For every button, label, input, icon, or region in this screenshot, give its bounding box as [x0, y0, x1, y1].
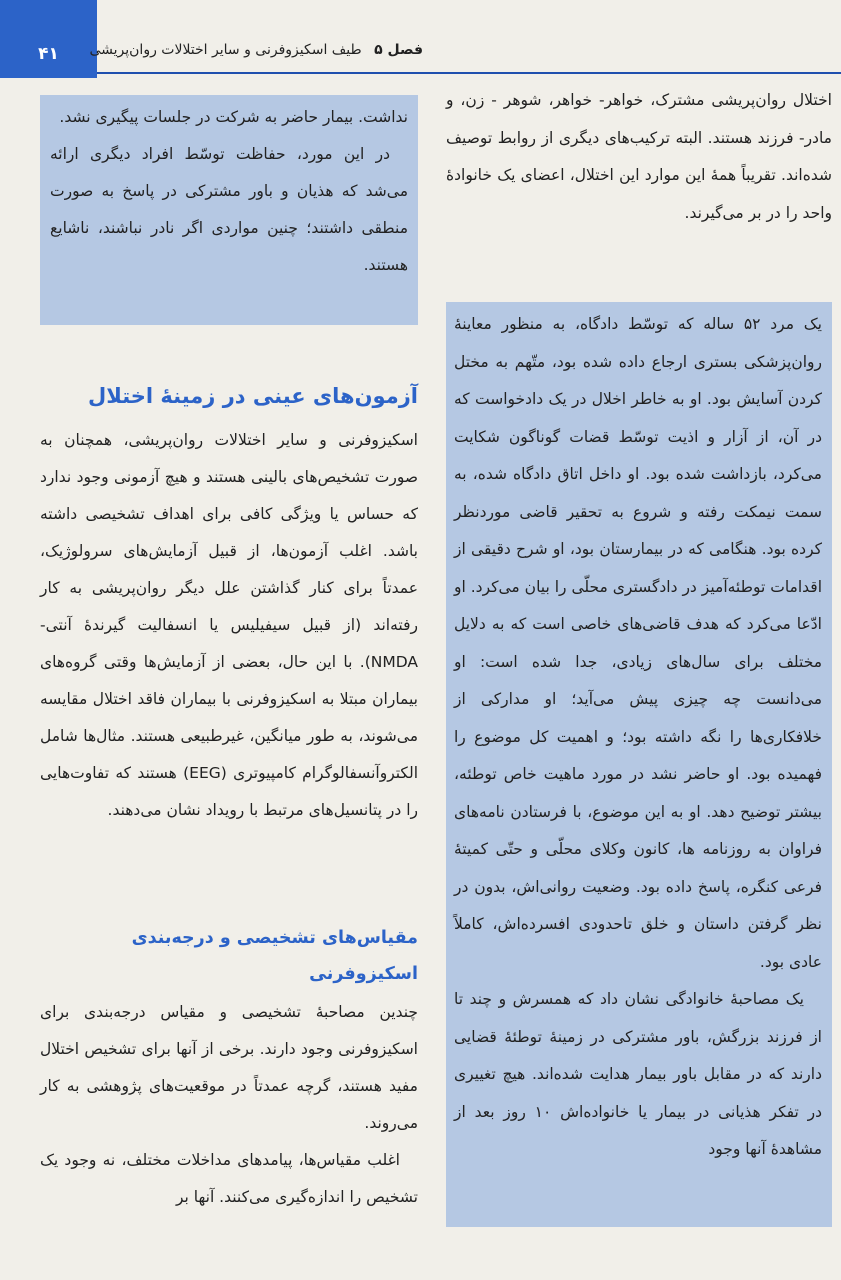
chapter-label: فصل ۵ [374, 42, 423, 58]
running-header [89, 42, 423, 58]
rating-scales-paragraph-2: اغلب مقیاس‌ها، پیامدهای مداخلات مختلف، نه وجود یک تشخیص را اندازه‌گیری می‌کنند. آنها بر [40, 1151, 418, 1206]
objective-tests-paragraph: اسکیزوفرنی و سایر اختلالات روان‌پریشی، همچنان به صورت تشخیص‌های بالینی هستند و هیچ آزمونی وجود ندارد که حساس یا ویژگی کافی برای اهداف تشخیصی داشته باشد. اغلب آزمون‌ها، از قبیل آزمایش‌های سرولوژیک، عمدتاً برای کنار گذاشتن علل دیگر روان‌پریشی به کار رفته‌اند (از قبیل سیفیلیس یا انسفالیت گیرندهٔ آنتی-NMDA). با این حال، بعضی از آزمایش‌ها وقتی گروه‌های بیماران مبتلا به اسکیزوفرنی با بیماران فاقد اختلال مقایسه می‌شوند، به طور میانگین، غیرطبیعی هستند. مثال‌ها شامل الکتروآنسفالوگرام کامپیوتری (EEG) هستند که تفاوت‌هایی را در پتانسیل‌های مرتبط با رویداد نشان می‌دهند. [40, 431, 419, 819]
section-heading-rating-scales: مقیاس‌های تشخیصی و درجه‌بندی اسکیزوفرنی [131, 928, 418, 984]
header-rule [97, 72, 841, 74]
case-paragraph-1: یک مرد ۵۲ ساله که توسّط دادگاه، به منظور معاینهٔ روان‌پزشکی بستری ارجاع داده شده بود، متّهم به مختل کردن آسایش بود. او به خاطر اخلال در یک دادخواست که در آن، از آزار و اذیت توسّط قضات گوناگون شکایت می‌کرد، بازداشت شده بود. او داخل اتاق دادگاه شده، به سمت نیمکت رفته و شروع به تحقیر قاضی موردنظر کرده بود. هنگامی که در بیمارستان بود، او شرح دقیقی از اقدامات توطئه‌آمیز در دادگستری محلّی را بیان می‌کرد. او ادّعا می‌کرد که هدف قاضی‌های خاصی است که به دلایل مختلف برای سال‌های زیادی، جدا شده است: او می‌دانست چه چیزی پیش می‌آید؛ او مدارکی از خلافکاری‌ها را نگه داشته بود؛ و اهمیت کل موضوع را فهمیده بود. او حاضر نشد در مورد ماهیت خاص توطئه، بیشتر توضیح دهد. او به این موضوع، با فرستادن نامه‌های فراوان به روزنامه ها، کانون وکلای محلّی و حتّی کمیتهٔ فرعی کنگره، پاسخ داده بود. وضعیت روانی‌اش، بدون در نظر گرفتن داستان و خلق تاحدودی افسرده‌اش، کاملاً عادی بود. [454, 315, 822, 971]
section-rating-scales [40, 994, 418, 1216]
case-continuation-box [40, 95, 418, 325]
case-continuation-1: نداشت. بیمار حاضر به شرکت در جلسات پیگیری نشد. [59, 108, 408, 126]
page-number: ۴۱ [38, 44, 59, 64]
section-objective-tests [40, 422, 418, 829]
page-number-box [0, 0, 97, 78]
rating-scales-paragraph-1: چندین مصاحبهٔ تشخیصی و مقیاس درجه‌بندی برای اسکیزوفرنی وجود دارند. برخی از آنها برای تشخیص اختلال مفید هستند، گرچه عمدتاً در موقعیت‌های پژوهشی به کار می‌روند. [40, 1003, 418, 1132]
section-heading-objective-tests: آزمون‌های عینی در زمینهٔ اختلال [88, 384, 418, 408]
right-column-intro [446, 82, 832, 232]
chapter-title: طیف اسکیزوفرنی و سایر اختلالات روان‌پریشی [89, 42, 362, 58]
case-study-box [446, 302, 832, 1227]
case-paragraph-2: یک مصاحبهٔ خانوادگی نشان داد که همسرش و چند تا از فرزند بزرگش، باور مشترکی در زمینهٔ توطئهٔ قضایی دارند که در مقابل باور بیمار هدایت شده‌اند. هیچ تغییری در تفکر هذیانی در بیمار یا خانواده‌اش ۱۰ روز بعد از مشاهدهٔ آنها وجود [454, 990, 822, 1158]
intro-paragraph: اختلال روان‌پریشی مشترک، خواهر- خواهر، شوهر - زن، و مادر- فرزند هستند. البته ترکیب‌های دیگری از روابط توصیف شده‌اند. تقریباً همهٔ این موارد این اختلال، اعضای یک خانوادهٔ واحد را در بر می‌گیرند. [446, 91, 832, 222]
case-continuation-2: در این مورد، حفاظت توسّط افراد دیگری ارائه می‌شد که هذیان و باور مشترکی در پاسخ به صورت منطقی داشتند؛ چنین مواردی اگر نادر نباشند، ناشایع هستند. [50, 145, 408, 274]
